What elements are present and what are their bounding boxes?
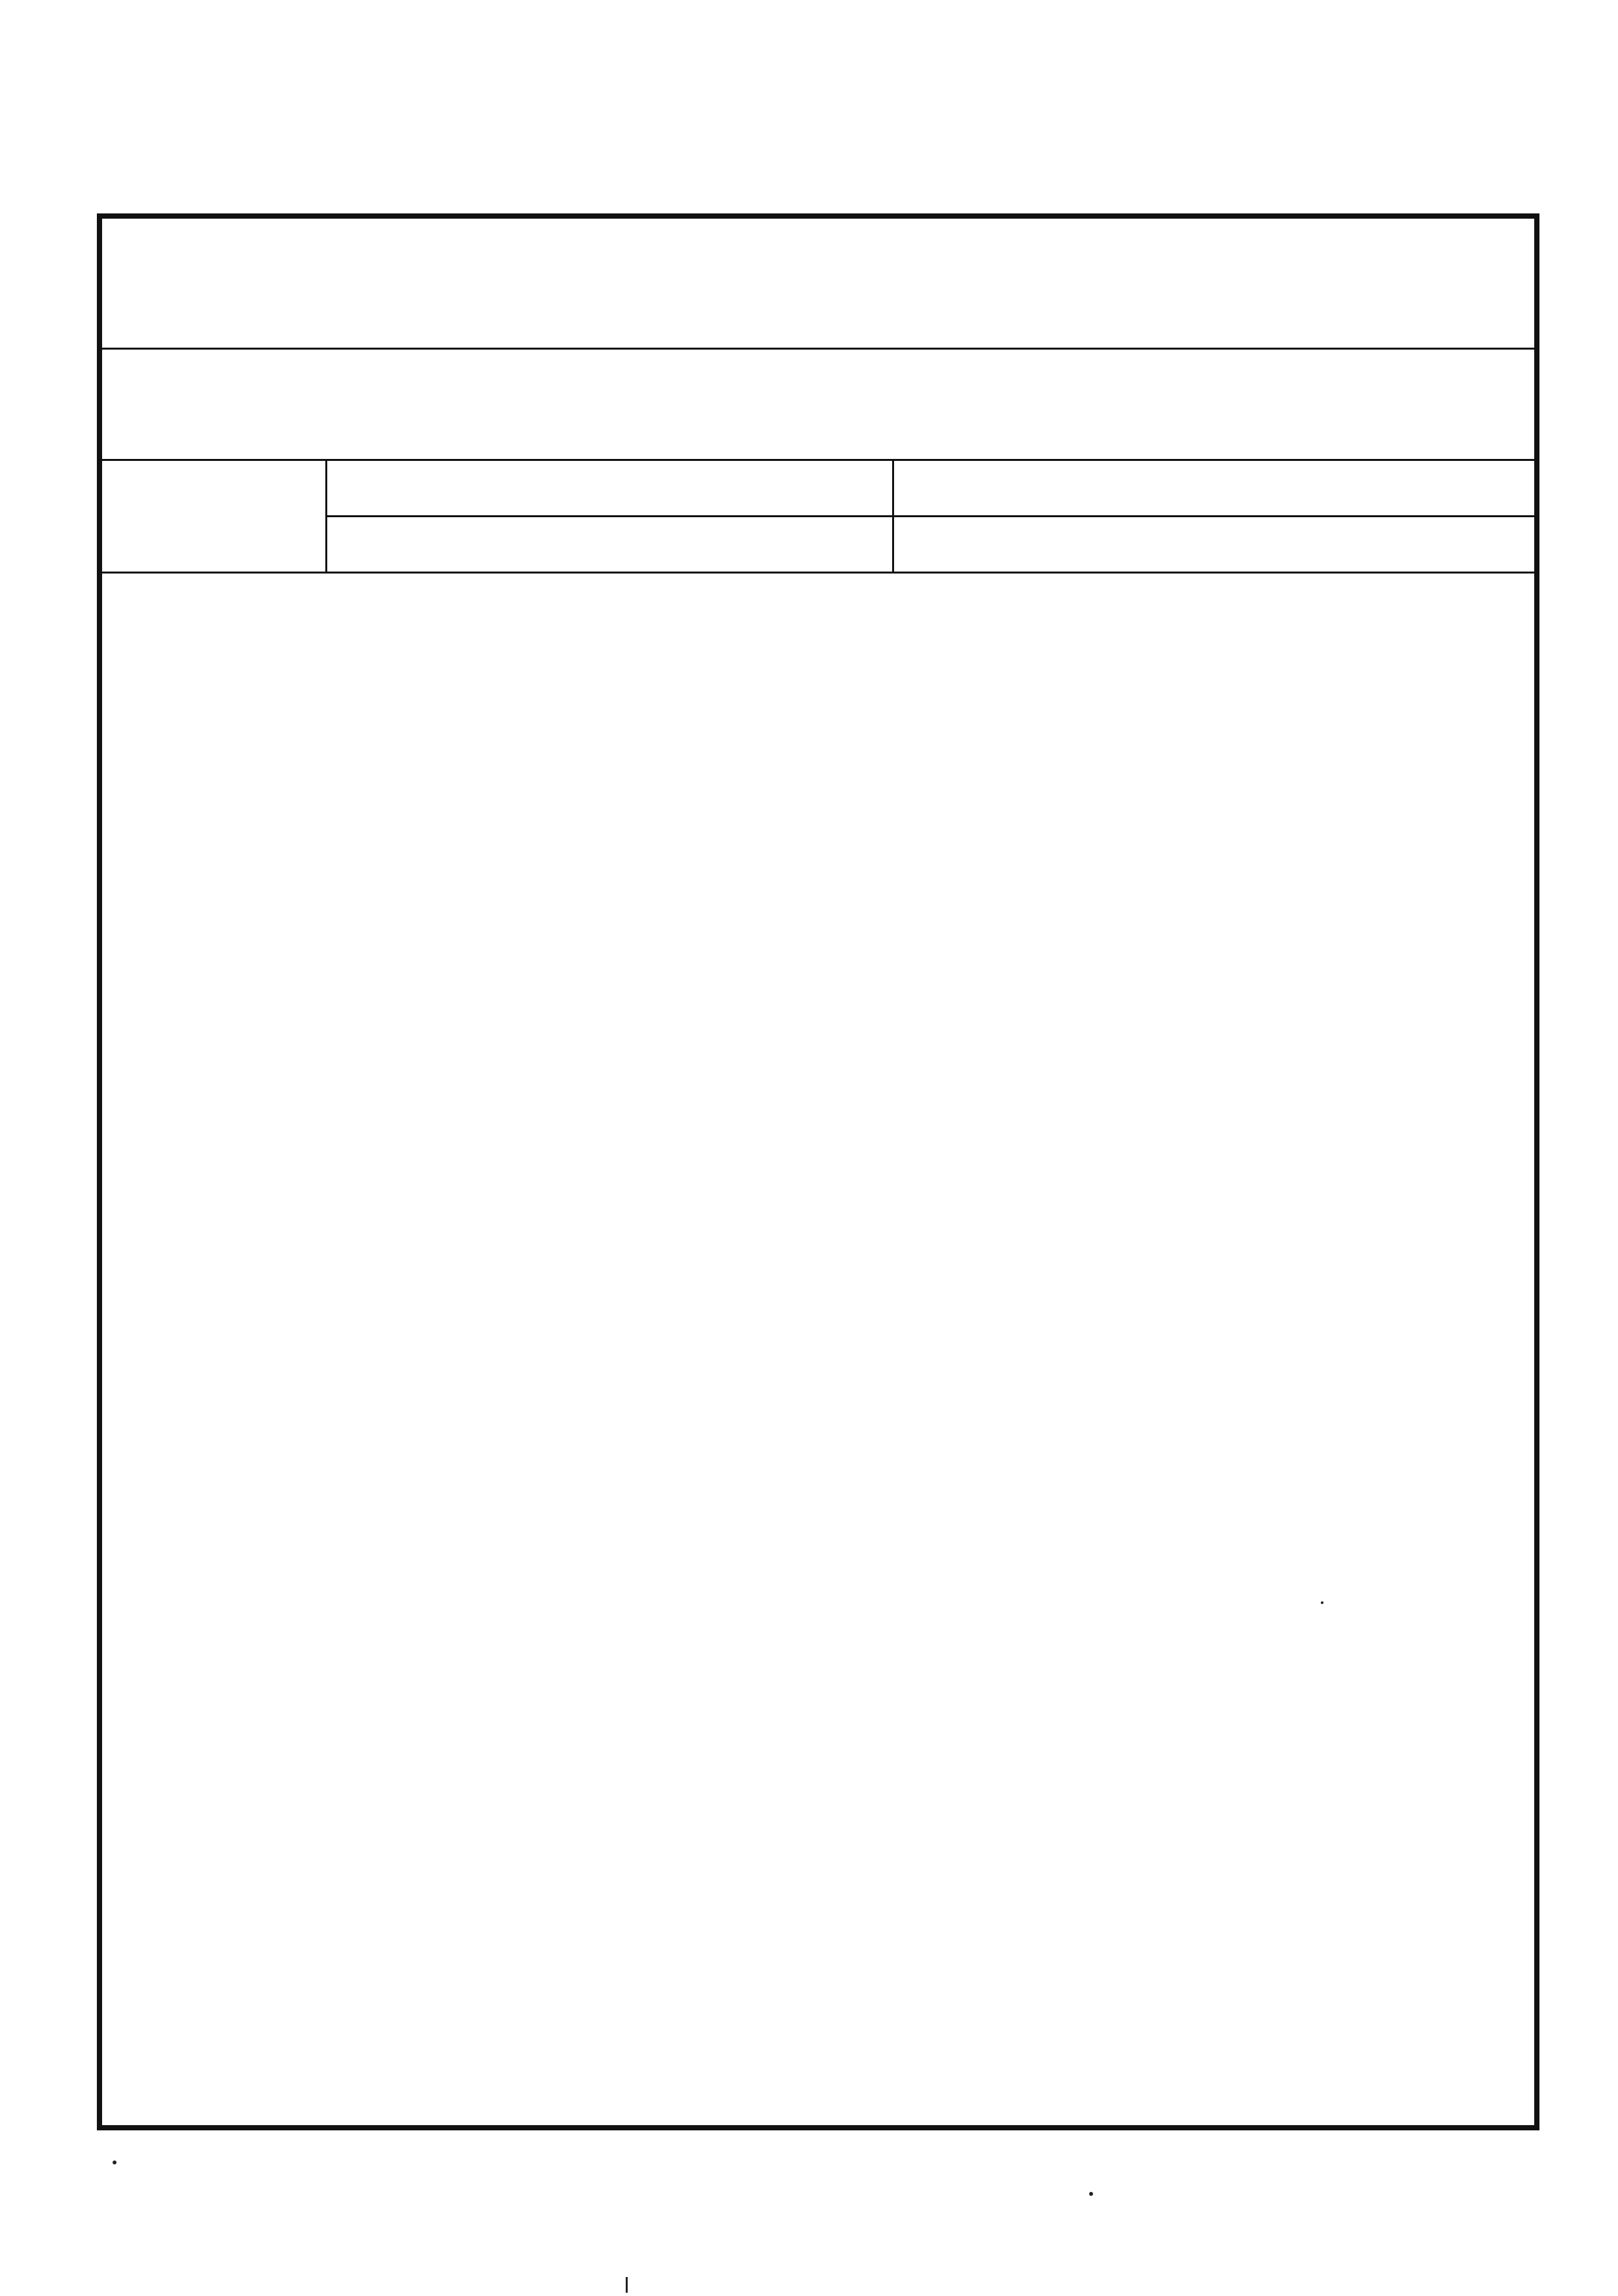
scan-speck	[1321, 1601, 1323, 1604]
scan-mark	[626, 2277, 628, 2293]
scan-speck	[113, 2160, 117, 2164]
header-change-content	[894, 517, 1534, 574]
header-incoming-no	[327, 517, 894, 574]
scan-speck	[1089, 2192, 1093, 2196]
section-heading	[102, 350, 1534, 461]
header-approval-no	[327, 461, 894, 517]
table-header	[102, 461, 1534, 574]
header-completion-no	[894, 461, 1534, 517]
license-attachment-form	[97, 213, 1539, 2130]
header-change-item	[102, 461, 327, 574]
document-title	[102, 219, 1534, 350]
